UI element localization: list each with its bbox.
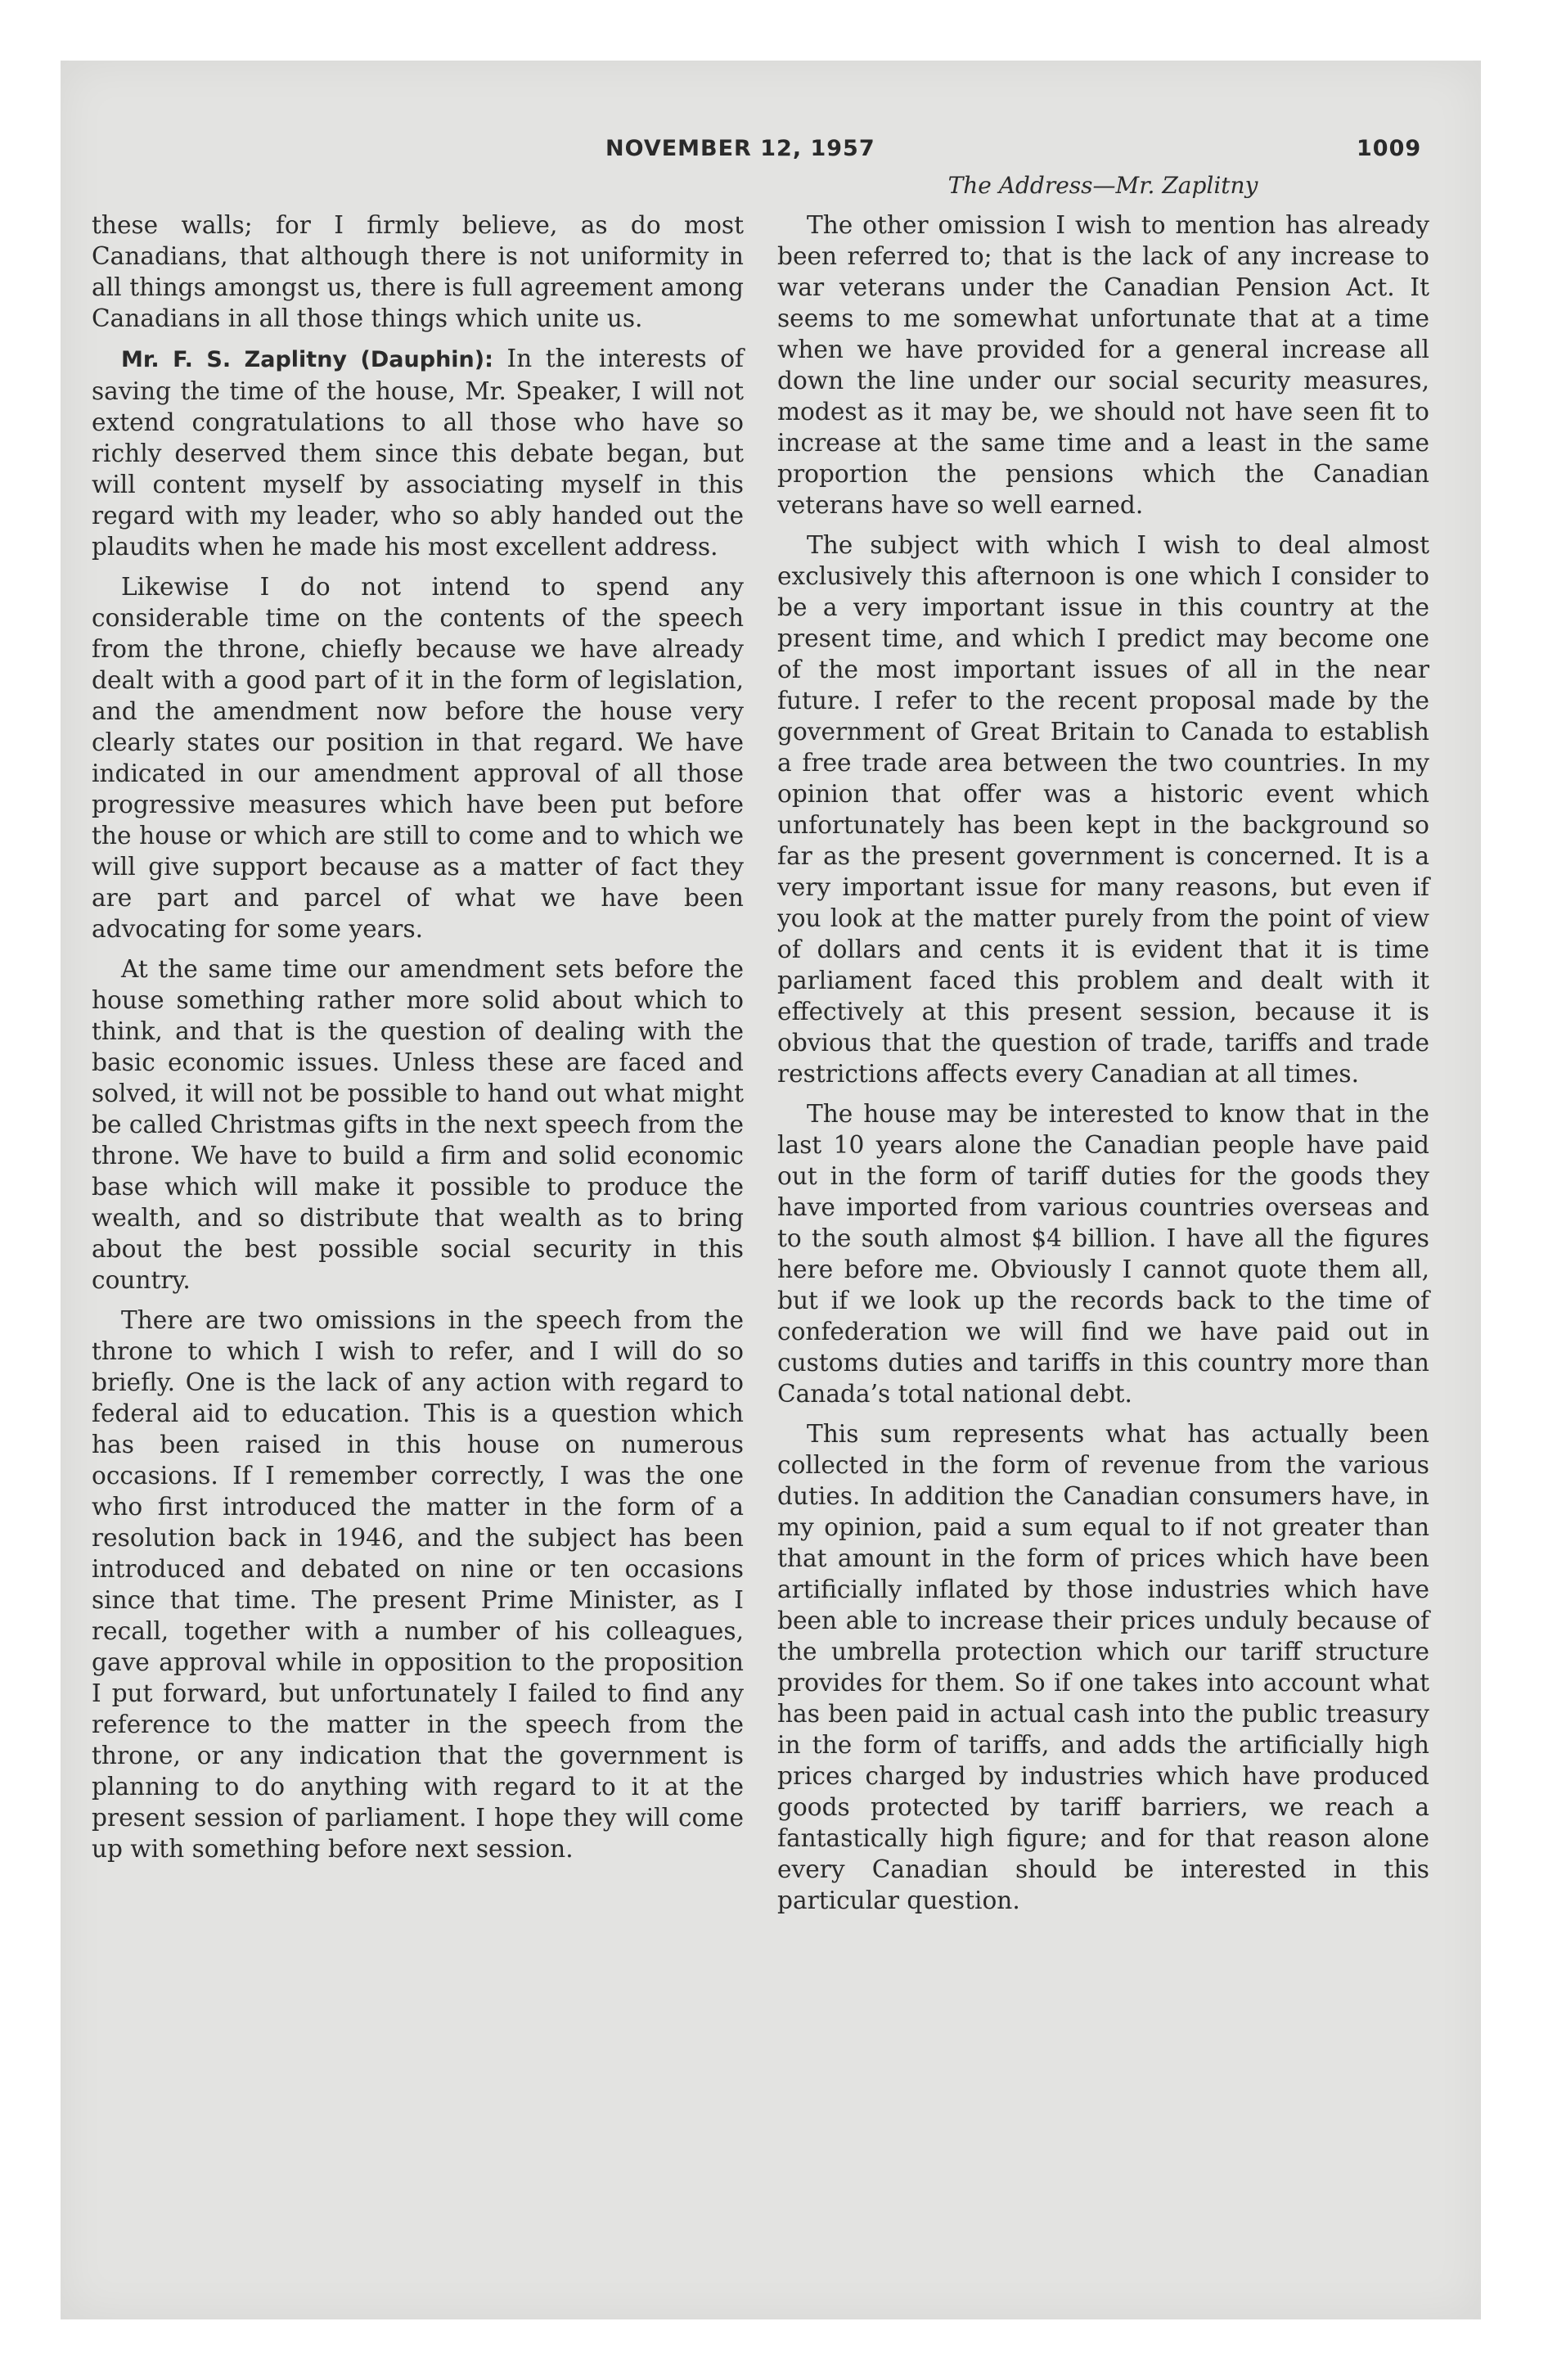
paragraph: The house may be interested to know that in the last 10 years alone the Canadian people have paid out in the form of tariff duties for the goods they have imported from various countries overseas and to the south almost $4 billion. I have all the figures here before me. Obviously I cannot quote them all, but if we look up the records back to the time of confederation we will find we have paid out in customs duties and tariffs in this country more than Canada’s total national debt. bbox=[777, 1100, 1429, 1408]
speaker-name: Mr. F. S. Zaplitny (Dauphin): bbox=[121, 347, 493, 372]
page-number: 1009 bbox=[1357, 136, 1422, 161]
paragraph: these walls; for I firmly believe, as do most Canadians, that although there is not uniformity in all things amongst us, there is full agreement among Canadians in all those things which unite us. bbox=[92, 211, 744, 332]
paragraph bbox=[92, 343, 744, 562]
paragraph: There are two omissions in the speech from the throne to which I wish to refer, and I will do so briefly. One is the lack of any action with regard to federal aid to education. This is a question which has been raised in this house on numerous occasions. If I remember correctly, I was the one who first introduced the matter in the form of a resolution back in 1946, and the subject has been introduced and debated on nine or ten occasions since that time. The present Prime Minister, as I recall, together with a number of his colleagues, gave approval while in opposition to the proposition I put forward, but unfortunately I failed to find any reference to the matter in the speech from the throne, or any indication that the government is planning to do anything with regard to it at the present session of parliament. I hope they will come up with something before next session. bbox=[92, 1306, 744, 1863]
paragraph: The other omission I wish to mention has already been referred to; that is the lack of any increase to war veterans under the Canadian Pension Act. It seems to me somewhat unfortunate that at a time when we have provided for a general increase all down the line under our social security measures, modest as it may be, we should not have seen fit to increase at the same time and a least in the same proportion the pensions which the Canadian veterans have so well earned. bbox=[777, 211, 1429, 519]
paragraph: At the same time our amendment sets before the house something rather more solid about which to think, and that is the question of dealing with the basic economic issues. Unless these are faced and solved, it will not be possible to hand out what might be called Christmas gifts in the next speech from the throne. We have to build a firm and solid economic base which will make it possible to produce the wealth, and so distribute that wealth as to bring about the best possible social security in this country. bbox=[92, 955, 744, 1294]
paragraph: Likewise I do not intend to spend any considerable time on the contents of the speech from the throne, chiefly because we have already dealt with a good part of it in the form of legislation, and the amendment now before the house very clearly states our position in that regard. We have indicated in our amendment approval of all those progressive measures which have been put before the house or which are still to come and to which we will give support because as a matter of fact they are part and parcel of what we have been advocating for some years. bbox=[92, 573, 744, 943]
paragraph: The subject with which I wish to deal almost exclusively this afternoon is one which I consider to be a very important issue in this country at the present time, and which I predict may become one of the most important issues of all in the near future. I refer to the recent proposal made by the government of Great Britain to Canada to establish a free trade area between the two countries. In my opinion that offer was a historic event which unfortunately has been kept in the background so far as the present government is concerned. It is a very important issue for many reasons, but even if you look at the matter purely from the point of view of dollars and cents it is evident that it is time parliament faced this problem and dealt with it effectively at this present session, because it is obvious that the question of trade, tariffs and trade restrictions affects every Canadian at all times. bbox=[777, 531, 1429, 1088]
paragraph: This sum represents what has actually been collected in the form of revenue from the various duties. In addition the Canadian consumers have, in my opinion, paid a sum equal to if not greater than that amount in the form of prices which have been artificially inflated by those industries which have been able to increase their prices unduly because of the umbrella protection which our tariff structure provides for them. So if one takes into account what has been paid in actual cash into the public treasury in the form of tariffs, and adds the artificially high prices charged by industries which have produced goods protected by tariff barriers, we reach a fantastically high figure; and for that reason alone every Canadian should be interested in this particular question. bbox=[777, 1420, 1429, 1914]
running-head: The Address—Mr. Zaplitny bbox=[947, 172, 1258, 199]
left-column bbox=[92, 210, 744, 1873]
right-column bbox=[777, 210, 1429, 1925]
page-header-date: NOVEMBER 12, 1957 bbox=[605, 136, 875, 161]
paragraph-text: In the interests of saving the time of the house, Mr. Speaker, I will not extend congratulations to all those who have so richly deserved them since this debate began, but will content myself by associating myself in this regard with my leader, who so ably handed out the plaudits when he made his most excellent address. bbox=[92, 345, 744, 561]
